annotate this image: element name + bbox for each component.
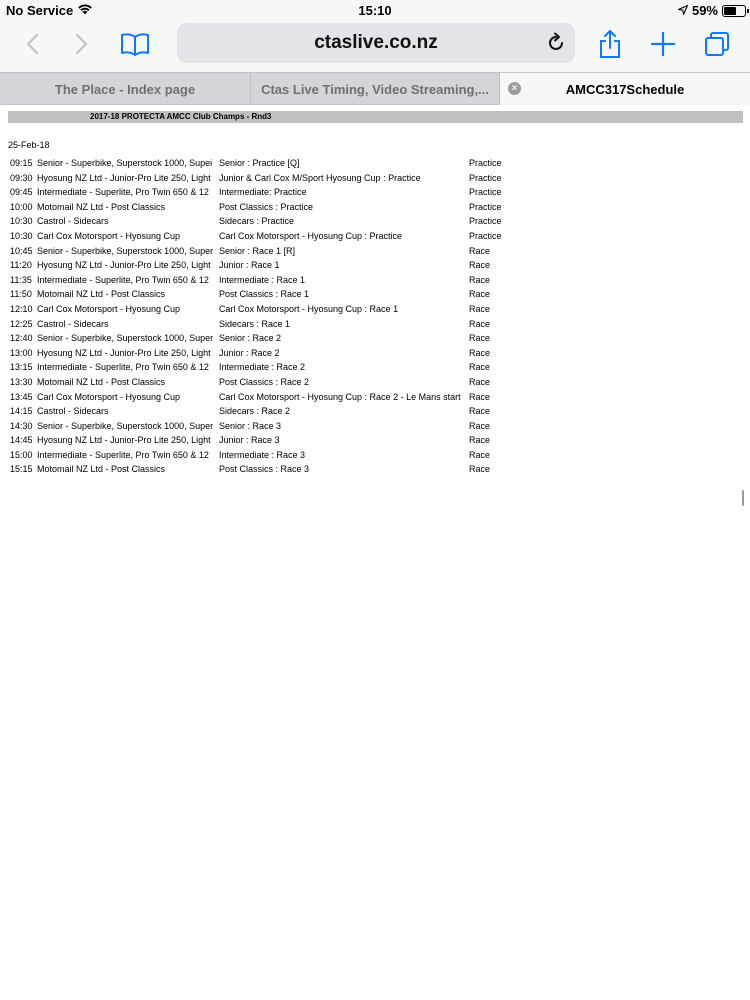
- row-class: Senior - Superbike, Superstock 1000, Super: [37, 333, 214, 344]
- row-time: 15:15: [10, 464, 33, 475]
- row-event: Intermediate : Race 3: [219, 449, 306, 460]
- row-class: Castrol - Sidecars: [37, 318, 109, 329]
- page-content: [0, 106, 750, 1000]
- row-class: Hyosung NZ Ltd - Junior-Pro Lite 250, Light: [37, 260, 211, 271]
- schedule-row: [10, 287, 510, 302]
- plus-icon: [651, 32, 675, 56]
- row-time: 11:20: [10, 260, 32, 271]
- row-event: Intermediate : Race 1: [219, 274, 306, 285]
- book-icon: [120, 32, 150, 56]
- row-time: 09:15: [10, 158, 33, 168]
- status-right: [678, 3, 746, 18]
- tab-the-place[interactable]: [0, 73, 251, 105]
- schedule-row: [10, 171, 510, 186]
- schedule-row: [10, 273, 510, 288]
- row-event: Intermediate: Practice: [219, 187, 307, 198]
- row-time: 12:25: [10, 318, 33, 329]
- carrier-label: No Service: [6, 3, 74, 18]
- row-class: Intermediate - Superlite, Pro Twin 650 & 12: [37, 362, 209, 373]
- row-time: 14:45: [10, 435, 33, 446]
- tab-ctas-live[interactable]: [251, 73, 500, 105]
- row-time: 09:45: [10, 187, 33, 198]
- schedule-row: [10, 244, 510, 259]
- row-class: Hyosung NZ Ltd - Junior-Pro Lite 250, Light: [37, 172, 211, 183]
- schedule-row: [10, 360, 510, 375]
- schedule-row: [10, 229, 510, 244]
- row-type: Race: [469, 318, 491, 329]
- schedule-row: [10, 346, 510, 361]
- row-class: Carl Cox Motorsport - Hyosung Cup: [37, 303, 181, 314]
- row-event: Junior & Carl Cox M/Sport Hyosung Cup : Practice: [219, 172, 421, 183]
- row-class: Castrol - Sidecars: [37, 406, 109, 417]
- row-time: 12:10: [10, 303, 33, 314]
- schedule-date: 25-Feb-18: [8, 140, 50, 150]
- schedule-row: [10, 404, 510, 419]
- browser-toolbar: [0, 20, 750, 72]
- tab-label: Ctas Live Timing, Video Streaming,...: [261, 81, 489, 97]
- bookmarks-button[interactable]: [117, 28, 153, 60]
- row-type: Race: [469, 260, 491, 271]
- scroll-indicator: [742, 490, 744, 506]
- schedule-row: [10, 462, 510, 477]
- row-type: Practice: [469, 187, 502, 198]
- row-class: Motomail NZ Ltd - Post Classics: [37, 201, 166, 212]
- tabs-overview-button[interactable]: [699, 28, 735, 60]
- row-time: 15:00: [10, 449, 33, 460]
- schedule-row: [10, 375, 510, 390]
- location-arrow-icon: [678, 3, 688, 18]
- close-tab-icon[interactable]: ×: [508, 82, 521, 95]
- battery-percent: 59%: [691, 3, 718, 18]
- new-tab-button[interactable]: [645, 28, 681, 60]
- row-class: Carl Cox Motorsport - Hyosung Cup: [37, 391, 181, 402]
- row-time: 13:15: [10, 362, 33, 373]
- schedule-row: [10, 419, 510, 434]
- status-bar: [0, 0, 750, 20]
- row-class: Senior - Superbike, Superstock 1000, Supei: [37, 158, 213, 168]
- tab-bar: [0, 72, 750, 105]
- tab-label: AMCC317Schedule: [565, 81, 685, 97]
- clock: 15:10: [358, 3, 392, 18]
- share-icon: [599, 29, 621, 59]
- row-class: Castrol - Sidecars: [37, 216, 109, 227]
- row-event: Carl Cox Motorsport - Hyosung Cup : Race 2 - Le Mans start: [219, 391, 461, 402]
- row-type: Race: [469, 449, 491, 460]
- row-time: 10:45: [10, 245, 33, 256]
- share-button[interactable]: [592, 28, 628, 60]
- row-event: Senior : Race 3: [219, 420, 282, 431]
- row-type: Race: [469, 274, 491, 285]
- row-type: Race: [469, 420, 491, 431]
- battery-fill: [724, 7, 736, 15]
- row-type: Practice: [469, 230, 502, 241]
- row-class: Intermediate - Superlite, Pro Twin 650 & 12: [37, 449, 209, 460]
- row-class: Intermediate - Superlite, Pro Twin 650 & 12: [37, 187, 209, 198]
- schedule-table: [10, 156, 510, 477]
- schedule-row: [10, 214, 510, 229]
- row-event: Junior : Race 2: [219, 347, 280, 358]
- row-type: Race: [469, 347, 491, 358]
- row-class: Motomail NZ Ltd - Post Classics: [37, 464, 166, 475]
- row-event: Post Classics : Race 2: [219, 376, 310, 387]
- schedule-row: [10, 200, 510, 215]
- schedule-row: [10, 156, 510, 171]
- row-time: 13:00: [10, 347, 33, 358]
- row-type: Race: [469, 245, 491, 256]
- battery-icon: [722, 5, 746, 17]
- row-type: Race: [469, 406, 491, 417]
- row-class: Motomail NZ Ltd - Post Classics: [37, 289, 166, 300]
- row-class: Hyosung NZ Ltd - Junior-Pro Lite 250, Light: [37, 347, 211, 358]
- row-time: 10:30: [10, 230, 33, 241]
- row-class: Carl Cox Motorsport - Hyosung Cup: [37, 230, 181, 241]
- row-time: 13:45: [10, 391, 33, 402]
- row-event: Post Classics : Race 1: [219, 289, 310, 300]
- row-class: Intermediate - Superlite, Pro Twin 650 & 12: [37, 274, 209, 285]
- row-event: Sidecars : Practice: [219, 216, 295, 227]
- row-type: Race: [469, 303, 491, 314]
- row-type: Practice: [469, 172, 502, 183]
- row-event: Junior : Race 1: [219, 260, 280, 271]
- row-event: Sidecars : Race 1: [219, 318, 291, 329]
- row-class: Motomail NZ Ltd - Post Classics: [37, 376, 166, 387]
- row-time: 09:30: [10, 172, 33, 183]
- schedule-row: [10, 433, 510, 448]
- forward-button[interactable]: [64, 28, 100, 60]
- page-title: 2017-18 PROTECTA AMCC Club Champs - Rnd3: [8, 111, 743, 123]
- row-type: Race: [469, 435, 491, 446]
- row-event: Carl Cox Motorsport - Hyosung Cup : Practice: [219, 230, 403, 241]
- row-event: Post Classics : Race 3: [219, 464, 310, 475]
- chevron-right-icon: [75, 33, 89, 55]
- row-time: 11:50: [10, 289, 32, 300]
- row-type: Practice: [469, 201, 502, 212]
- row-event: Senior : Race 2: [219, 333, 282, 344]
- row-type: Race: [469, 391, 491, 402]
- row-class: Senior - Superbike, Superstock 1000, Super: [37, 245, 214, 256]
- row-type: Practice: [469, 158, 502, 168]
- url-text: ctaslive.co.nz: [314, 32, 438, 53]
- row-type: Race: [469, 362, 491, 373]
- chevron-left-icon: [25, 33, 39, 55]
- row-time: 10:30: [10, 216, 33, 227]
- row-time: 14:30: [10, 420, 33, 431]
- row-event: Carl Cox Motorsport - Hyosung Cup : Race 1: [219, 303, 399, 314]
- row-type: Race: [469, 376, 491, 387]
- row-class: Hyosung NZ Ltd - Junior-Pro Lite 250, Light: [37, 435, 211, 446]
- schedule-row: [10, 448, 510, 463]
- schedule-row: [10, 302, 510, 317]
- row-type: Race: [469, 333, 491, 344]
- row-type: Practice: [469, 216, 502, 227]
- tabs-icon: [704, 31, 730, 57]
- row-time: 14:15: [10, 406, 33, 417]
- row-event: Senior : Practice [Q]: [219, 158, 300, 168]
- address-bar[interactable]: [177, 23, 575, 63]
- row-time: 13:30: [10, 376, 33, 387]
- row-type: Race: [469, 464, 491, 475]
- reload-icon[interactable]: [547, 32, 565, 58]
- row-event: Junior : Race 3: [219, 435, 280, 446]
- row-time: 11:35: [10, 274, 32, 285]
- row-event: Sidecars : Race 2: [219, 406, 291, 417]
- tab-label: The Place - Index page: [54, 81, 196, 97]
- tab-amcc317schedule[interactable]: [500, 73, 750, 105]
- schedule-row: [10, 331, 510, 346]
- schedule-row: [10, 185, 510, 200]
- row-time: 10:00: [10, 201, 33, 212]
- row-event: Intermediate : Race 2: [219, 362, 306, 373]
- row-class: Senior - Superbike, Superstock 1000, Super: [37, 420, 214, 431]
- row-type: Race: [469, 289, 491, 300]
- schedule-row: [10, 317, 510, 332]
- row-event: Senior : Race 1 [R]: [219, 245, 296, 256]
- schedule-row: [10, 390, 510, 405]
- schedule-row: [10, 258, 510, 273]
- row-event: Post Classics : Practice: [219, 201, 314, 212]
- back-button[interactable]: [14, 28, 50, 60]
- row-time: 12:40: [10, 333, 33, 344]
